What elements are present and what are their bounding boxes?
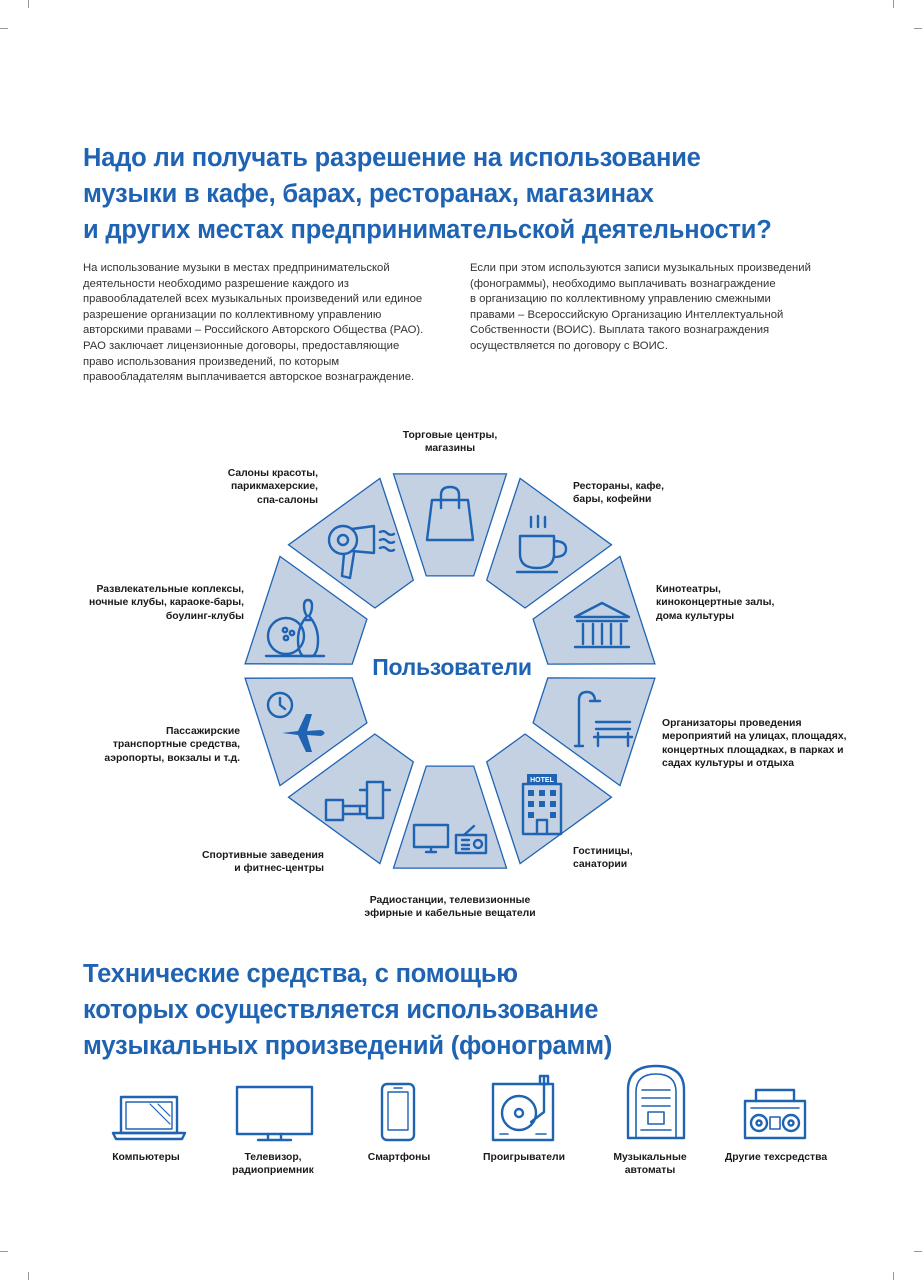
device-label-other <box>716 1151 836 1164</box>
label-line: садах культуры и отдыха <box>662 758 795 770</box>
text-line: Если при этом используются записи музыкальных произведений <box>470 262 811 274</box>
device-label-players <box>464 1151 584 1164</box>
turntable-icon <box>493 1076 553 1140</box>
label-line: аэропорты, вокзалы и т.д. <box>104 752 240 764</box>
boombox-icon <box>745 1090 805 1138</box>
text-line: правообладателям выплачивается авторское вознаграждение. <box>83 371 415 384</box>
label-line: ночные клубы, караоке-бары, <box>88 597 244 609</box>
label-line: радиоприемник <box>232 1165 314 1177</box>
jukebox-icon <box>628 1066 684 1138</box>
smartphone-icon <box>382 1084 414 1140</box>
label-line: Компьютеры <box>112 1152 180 1163</box>
label-line: эфирные и кабельные вещатели <box>364 908 536 920</box>
label-line: Развлекательные коплексы, <box>96 584 244 595</box>
title-line: музыкальных произведений (фонограмм) <box>83 1032 613 1060</box>
label-line: боулинг-клубы <box>165 610 244 622</box>
text-line: деятельности необходимо разрешение каждого из <box>83 277 349 290</box>
text-line: авторскими правами – Российского Авторского Общества (РАО). <box>83 324 424 337</box>
label-line: автоматы <box>624 1165 676 1177</box>
segment-label-events <box>662 717 847 771</box>
device-label-smartphones <box>339 1151 459 1164</box>
text-line: РАО заключает лицензионные договоры, предоставляющие <box>83 339 400 352</box>
label-line: спа-салоны <box>257 494 318 506</box>
segment-label-hotels <box>573 845 633 872</box>
segment-label-beauty <box>168 467 318 507</box>
title-line: Надо ли получать разрешение на использование <box>83 144 701 172</box>
label-line: Кинотеатры, <box>656 584 721 595</box>
label-line: Проигрыватели <box>483 1152 565 1163</box>
text-line: Собственности (ВОИС). Выплата такого вознаграждения <box>470 324 770 337</box>
label-line: Другие техсредства <box>724 1152 828 1163</box>
label-line: Спортивные заведения <box>202 850 324 861</box>
label-line: Салоны красоты, <box>227 468 318 479</box>
label-line: Музыкальные <box>613 1152 687 1163</box>
label-line: Торговые центры, <box>402 430 498 441</box>
label-line: Организаторы проведения <box>662 718 802 729</box>
text-line: правами – Всероссийскую Организацию Интеллектуальной <box>470 308 784 321</box>
segment-label-cinemas <box>656 583 774 623</box>
laptop-icon <box>113 1097 185 1139</box>
text-line: На использование музыки в местах предпринимательской <box>83 262 390 274</box>
segment-label-sports <box>144 849 324 876</box>
device-label-tv <box>213 1151 333 1178</box>
label-line: Рестораны, кафе, <box>573 481 665 492</box>
segment-label-shopping <box>390 429 510 456</box>
text-line: правообладателей всех музыкальных произведений или единое <box>83 293 423 306</box>
label-line: дома культуры <box>656 610 735 622</box>
monitor-icon <box>237 1087 312 1140</box>
label-line: магазины <box>424 443 476 455</box>
segment-label-entertainment <box>60 583 244 623</box>
svg-text:HOTEL: HOTEL <box>530 777 554 784</box>
label-line: Радиостанции, телевизионные <box>369 895 531 906</box>
segment-label-restaurants <box>573 480 664 507</box>
title-line: и других местах предпринимательской деятельности? <box>83 216 772 244</box>
label-line: концертных площадках, в парках и <box>662 744 844 756</box>
text-line: в организацию по коллективному управлению смежными <box>470 293 771 306</box>
segment-label-broadcasters <box>340 894 560 921</box>
diagram-segment <box>394 766 507 868</box>
label-line: Телевизор, <box>244 1152 302 1163</box>
text-line: право использования произведений, по которым <box>83 355 340 368</box>
title-line: музыки в кафе, барах, ресторанах, магазинах <box>83 180 654 208</box>
device-label-computers <box>86 1151 206 1164</box>
title-line: которых осуществляется использование <box>83 996 599 1024</box>
label-line: парикмахерские, <box>231 481 318 493</box>
label-line: Пассажирские <box>166 726 240 737</box>
diagram-center-label: Пользователи <box>372 654 532 680</box>
text-line: осуществляется по договору с ВОИС. <box>470 339 668 352</box>
label-line: киноконцертные залы, <box>656 597 775 609</box>
title-line: Технические средства, с помощью <box>83 960 518 988</box>
label-line: мероприятий на улицах, площадях, <box>662 731 847 743</box>
label-line: Гостиницы, <box>573 846 633 857</box>
diagram-segment <box>394 474 507 576</box>
section-title-devices <box>83 956 612 1064</box>
label-line: бары, кофейни <box>573 494 652 506</box>
text-line: разрешение организации по коллективному управлению <box>83 308 382 321</box>
device-label-jukeboxes <box>590 1151 710 1178</box>
label-line: транспортные средства, <box>112 739 240 751</box>
label-line: и фитнес-центры <box>234 863 324 875</box>
segment-label-transport <box>80 725 240 765</box>
label-line: Смартфоны <box>367 1152 431 1163</box>
label-line: санатории <box>573 859 628 871</box>
text-line: (фонограммы), необходимо выплачивать вознаграждение <box>470 277 776 290</box>
